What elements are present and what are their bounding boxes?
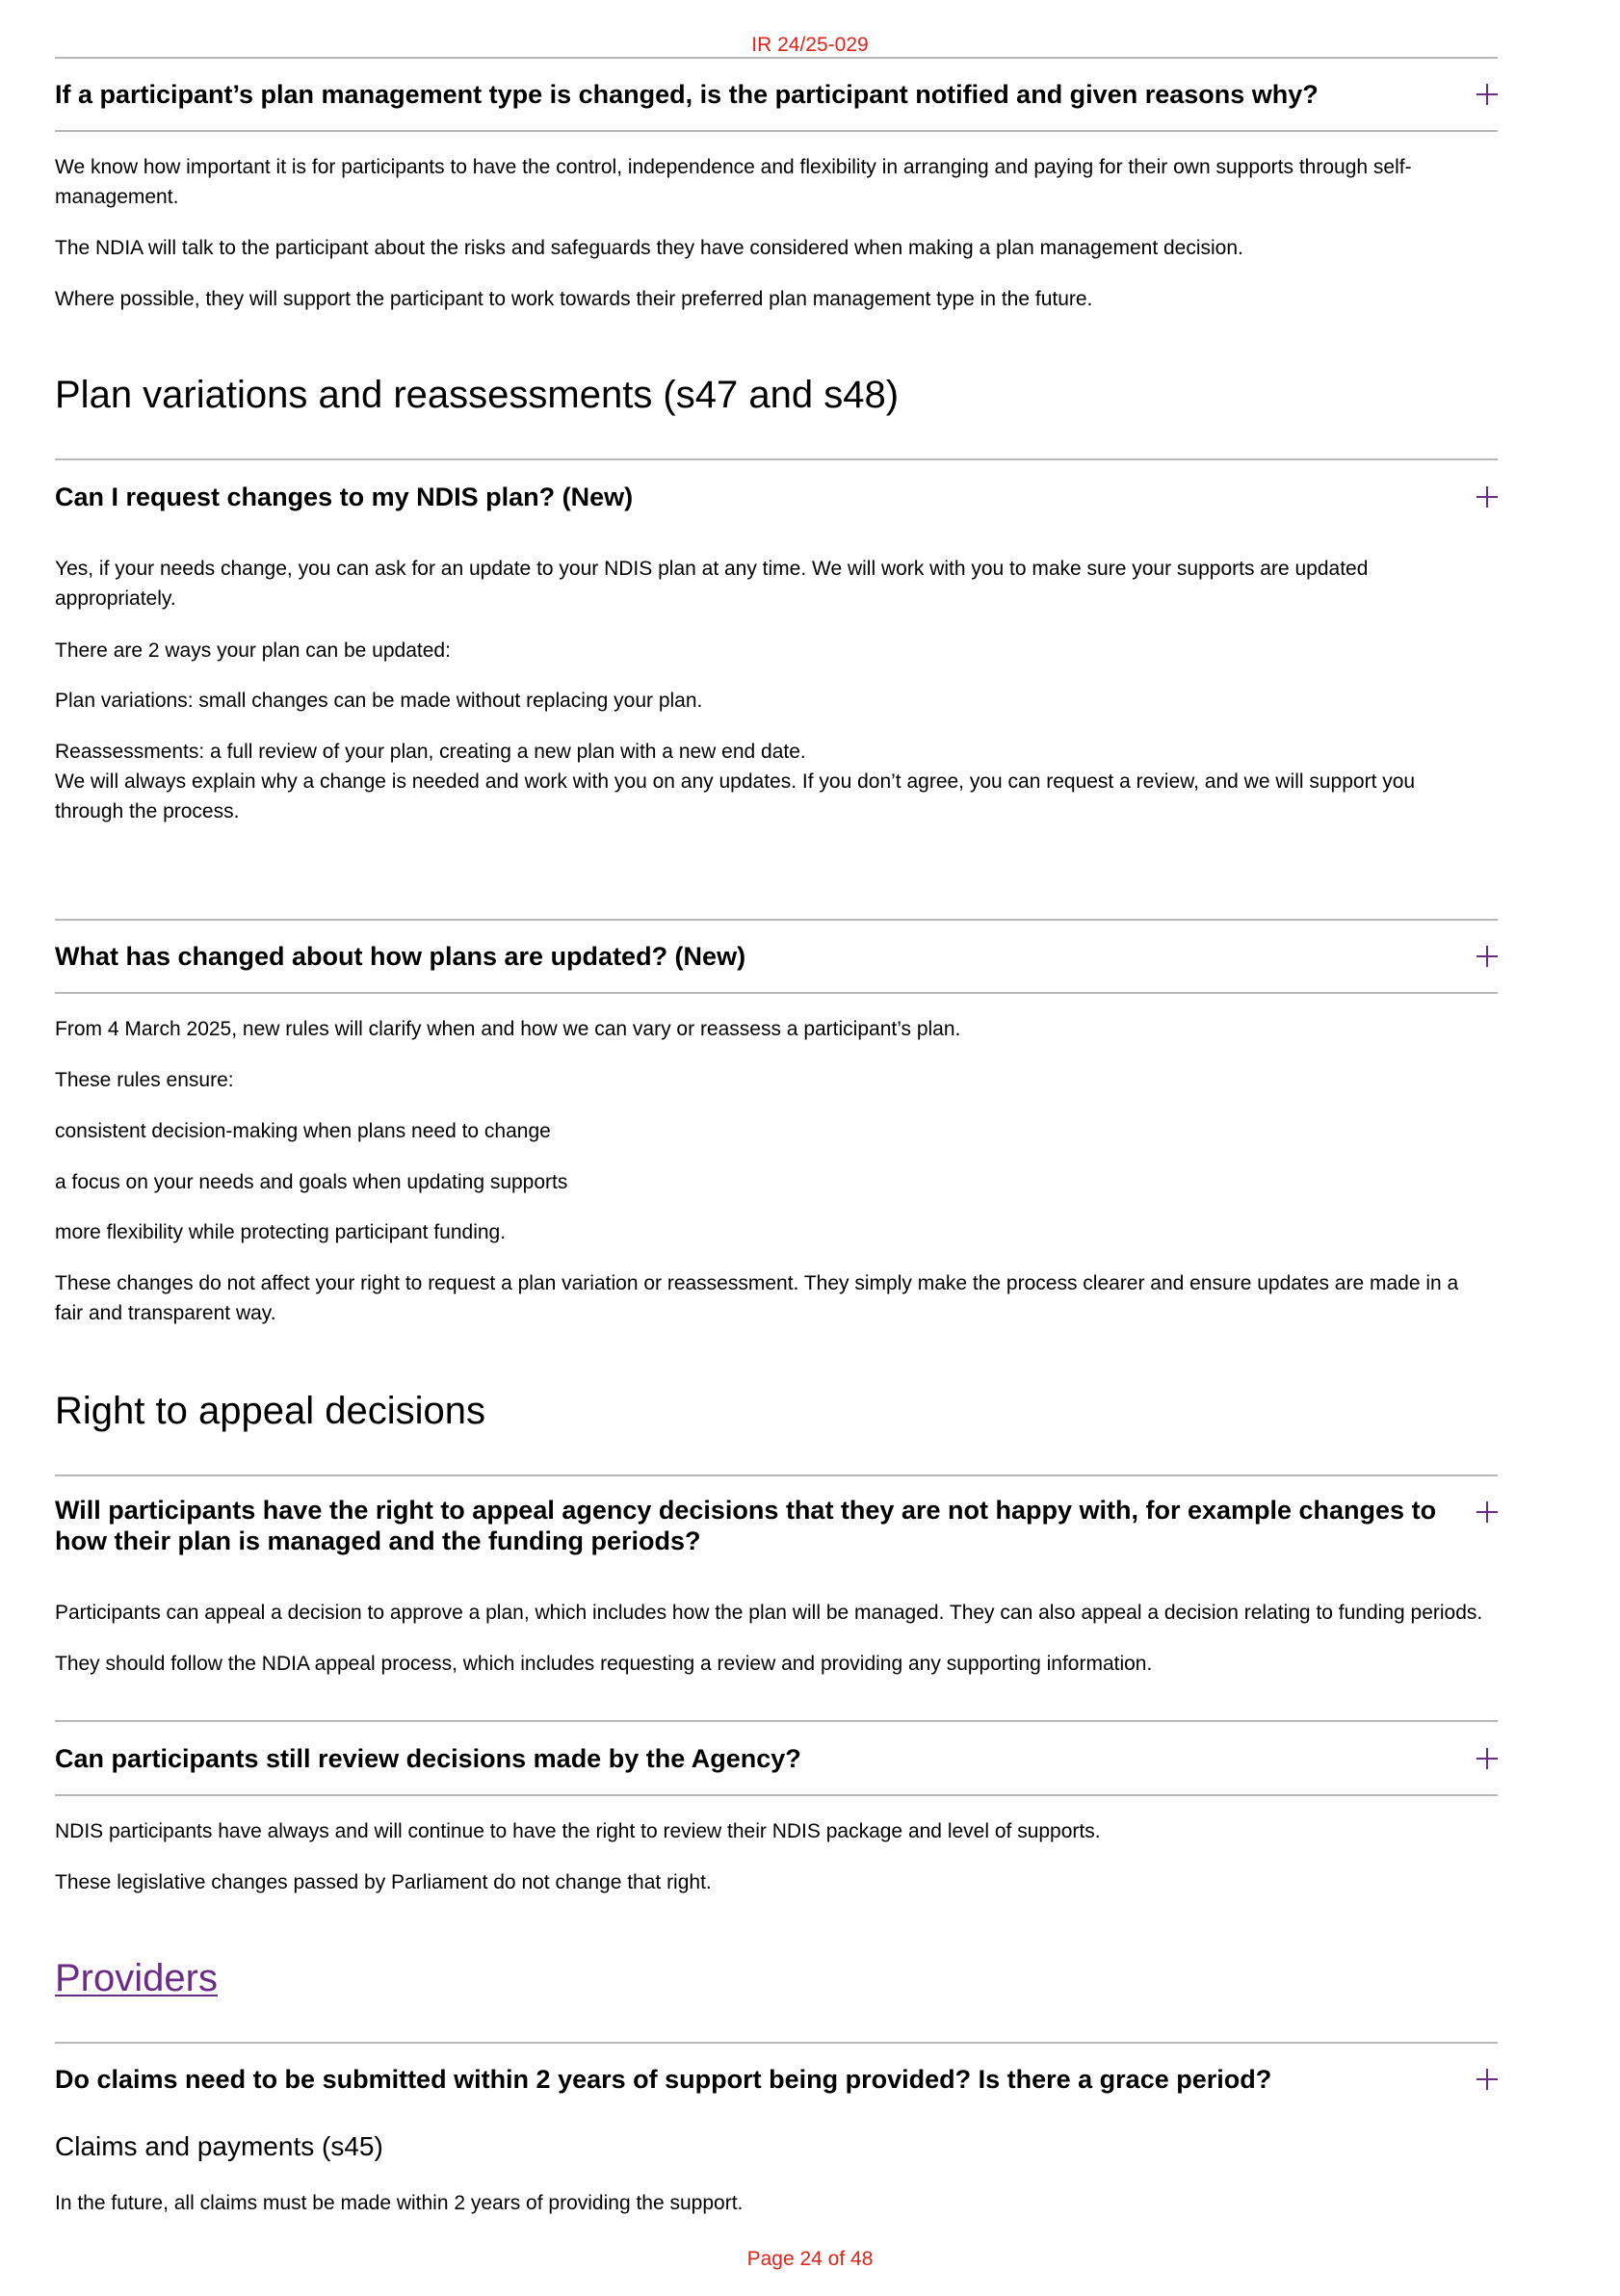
accordion-question: Can participants still review decisions made by the Agency?: [55, 1743, 801, 1773]
section-heading-plan-variations: Plan variations and reassessments (s47 and s48): [55, 374, 900, 416]
accordion-question: Will participants have the right to appeal agency decisions that they are not happy with, for example changes to how their plan is managed and the funding periods?: [55, 1496, 1437, 1555]
accordion-question: If a participant’s plan management type is changed, is the participant notified and given reasons why?: [55, 80, 1319, 109]
paragraph: NDIS participants have always and will continue to have the right to review their NDIS package and level of supports.: [55, 1820, 1101, 1842]
plus-icon[interactable]: [1476, 1501, 1498, 1523]
page-number: Page 24 of 48: [746, 2248, 874, 2270]
accordion-header[interactable]: [55, 460, 1498, 534]
accordion-right-to-appeal: [55, 1474, 1498, 1575]
accordion-question: What has changed about how plans are updated? (New): [55, 942, 746, 971]
accordion-question: Can I request changes to my NDIS plan? (New): [55, 483, 634, 511]
paragraph: These rules ensure:: [55, 1069, 234, 1091]
plus-icon[interactable]: [1476, 946, 1498, 967]
paragraph: From 4 March 2025, new rules will clarify when and how we can vary or reassess a participant’s plan.: [55, 1018, 961, 1040]
paragraph: We know how important it is for participants to have the control, independence and flexibility in arranging and paying for their own supports through self-management.: [55, 156, 1412, 208]
accordion-header[interactable]: [55, 2044, 1498, 2115]
plus-icon[interactable]: [1476, 1748, 1498, 1769]
paragraph: Reassessments: a full review of your plan, creating a new plan with a new end date.: [55, 741, 806, 763]
paragraph: Plan variations: small changes can be made without replacing your plan.: [55, 690, 703, 712]
section-heading-providers: [55, 1955, 1480, 2001]
plus-icon[interactable]: [1476, 84, 1498, 105]
plus-icon[interactable]: [1476, 486, 1498, 508]
paragraph: Participants can appeal a decision to approve a plan, which includes how the plan will be managed. They can also appeal a decision relating to funding periods.: [55, 1602, 1483, 1624]
paragraph: There are 2 ways your plan can be updated:: [55, 639, 451, 662]
list-item: more flexibility while protecting participant funding.: [55, 1221, 507, 1243]
paragraph: We will always explain why a change is needed and work with you on any updates. If you don’t agree, you can request a review, and we will support you through the process.: [55, 770, 1416, 822]
plus-icon[interactable]: [1476, 2069, 1498, 2090]
accordion-question: Do claims need to be submitted within 2 years of support being provided? Is there a grace period?: [55, 2065, 1272, 2094]
accordion-header[interactable]: [55, 921, 1498, 994]
paragraph: These legislative changes passed by Parliament do not change that right.: [55, 1871, 712, 1893]
section-heading-appeal: Right to appeal decisions: [55, 1390, 485, 1432]
sub-heading-claims-payments: Claims and payments (s45): [55, 2131, 383, 2161]
list-item: a focus on your needs and goals when updating supports: [55, 1171, 568, 1193]
paragraph: These changes do not affect your right to request a plan variation or reassessment. They simply make the process clearer and ensure updates are made in a fair and transparent way.: [55, 1272, 1459, 1324]
list-item: consistent decision-making when plans need to change: [55, 1120, 551, 1142]
accordion-review-decisions: [55, 1720, 1498, 1796]
accordion-claims-grace-period: [55, 2042, 1498, 2115]
paragraph: The NDIA will talk to the participant about the risks and safeguards they have considered when making a plan management decision.: [55, 237, 1243, 259]
paragraph: Yes, if your needs change, you can ask for an update to your NDIS plan at any time. We will work with you to make sure your supports are updated appropriately.: [55, 558, 1369, 610]
providers-link[interactable]: Providers: [55, 1957, 218, 1999]
paragraph: Where possible, they will support the participant to work towards their preferred plan management type in the future.: [55, 288, 1093, 310]
accordion-header[interactable]: [55, 1476, 1498, 1575]
accordion-how-plans-updated: [55, 919, 1498, 994]
reference-stamp: IR 24/25-029: [751, 34, 869, 56]
accordion-header[interactable]: [55, 1722, 1498, 1796]
accordion-request-plan-changes: [55, 458, 1498, 534]
accordion-plan-management-notification: [55, 57, 1498, 132]
paragraph: In the future, all claims must be made within 2 years of providing the support.: [55, 2192, 744, 2214]
accordion-header[interactable]: [55, 59, 1498, 132]
paragraph: They should follow the NDIA appeal process, which includes requesting a review and providing any supporting information.: [55, 1653, 1153, 1675]
